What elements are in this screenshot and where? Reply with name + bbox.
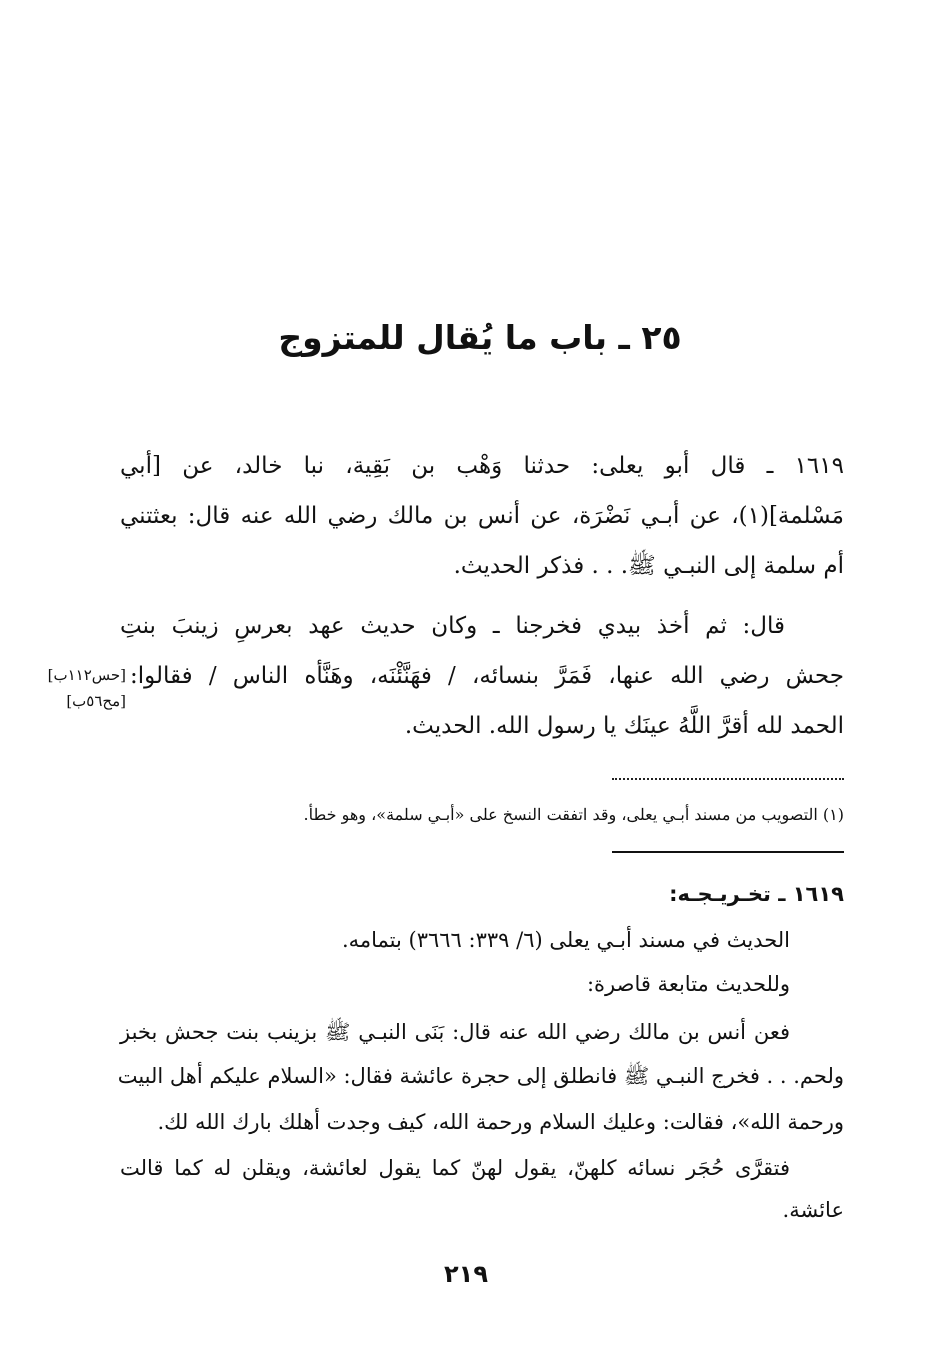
chapter-title: ٢٥ ـ باب ما يُقال للمتزوج (278, 318, 682, 357)
takhrij-heading: ١٦١٩ ـ تخـريـجـه: (669, 882, 844, 906)
page-number: ٢١٩ (444, 1260, 488, 1288)
takhrij-line-4: ولحم. . . فخرج النبـي ﷺ فانطلق إلى حجرة عائشة فقال: «السلام عليكم أهل البيت (117, 1064, 844, 1088)
hadith-line-3: أم سلمة إلى النبـي ﷺ. . . فذكر الحديث. (453, 553, 844, 579)
footnote: (١) التصويب من مسند أبـي يعلى، وقد اتفقت النسخ على «أبـي سلمة»، وهو خطأ. (303, 805, 844, 824)
takhrij-line-6: فتقرَّى حُجَر نسائه كلهنّ، يقول لهنّ كما يقول لعائشة، ويقلن له كما قالت (120, 1156, 790, 1180)
hadith-line-6: الحمد لله أقرَّ اللَّهُ عينَك يا رسول الله. الحديث. (404, 713, 844, 739)
takhrij-line-3: فعن أنس بن مالك رضي الله عنه قال: بَنَى النبـي ﷺ بزينب بنت جحش بخبز (120, 1020, 790, 1044)
hadith-line-5: جحش رضي الله عنها، فَمَرَّ بنسائه، / فهَنَّئْنَه، وهَنَّأه الناس / فقالوا: (130, 663, 844, 689)
takhrij-line-5: ورحمة الله»، فقالت: وعليك السلام ورحمة الله، كيف وجدت أهلك بارك الله لك. (157, 1110, 844, 1134)
hadith-line-2: مَسْلمة](١)، عن أبـي نَضْرَة، عن أنس بن مالك رضي الله عنه قال: بعثتني (120, 503, 844, 529)
margin-note-2: [مح٥٦ب] (66, 692, 126, 710)
footnote-separator (612, 768, 844, 780)
takhrij-line-2: وللحديث متابعة قاصرة: (586, 972, 790, 996)
hadith-line-4: قال: ثم أخذ بيدي فخرجنا ـ وكان حديث عهد بعرسِ زينبَ بنتِ (120, 613, 785, 639)
takhrij-line-1: الحديث في مسند أبـي يعلى (٦/ ٣٣٩: ٣٦٦٦) بتمامه. (341, 928, 790, 952)
takhrij-line-7: عائشة. (782, 1198, 844, 1222)
section-rule (612, 851, 844, 853)
margin-note-1: [حس١١٢ب] (47, 666, 126, 684)
hadith-line-1: ١٦١٩ ـ قال أبو يعلى: حدثنا وَهْب بن بَقِية، نبا خالد، عن [أبي (120, 453, 844, 479)
